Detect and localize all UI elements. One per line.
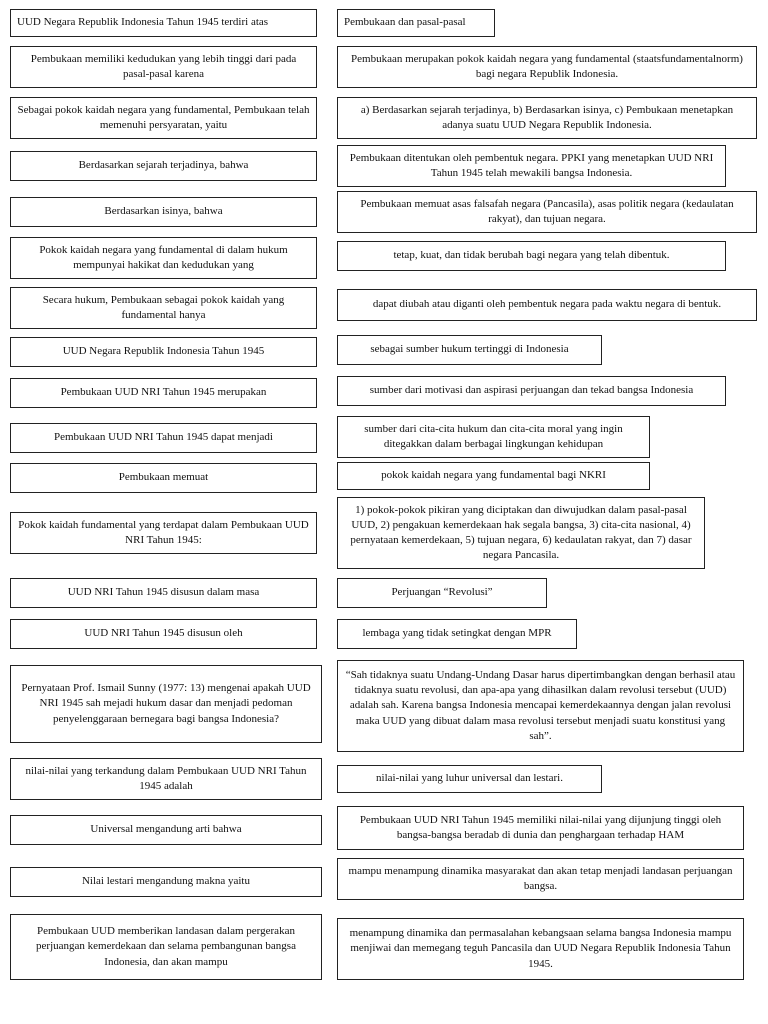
question-box xyxy=(10,665,322,743)
answer-text: Pembukaan UUD NRI Tahun 1945 memiliki nilai-nilai yang dijunjung tinggi oleh bangsa-bangsa beradab di dunia dan penghargaan terhadap HAM xyxy=(359,813,722,841)
answer-text: dapat diubah atau diganti oleh pembentuk negara pada waktu negara di bentuk. xyxy=(372,298,722,311)
answer-text: “Sah tidaknya suatu Undang-Undang Dasar harus dipertimbangkan dengan berhasil atau tidaknya suatu revolusi, dan apa-apa yang dihasilkan dalam revolusi tersebut (UUD) adalah sah. Karena bangsa Indonesia mencapai kemerdekaannya dengan jalan revolusi maka UUD yang dibuat dalam masa revolusi tersebut menjadi suatu konstitusi yang sah”. xyxy=(345,669,736,742)
answer-text: Pembukaan ditentukan oleh pembentuk negara. PPKI yang menetapkan UUD NRI Tahun 1945 telah mewakili bangsa Indonesia. xyxy=(349,151,714,179)
question-box xyxy=(10,815,322,845)
question-text: nilai-nilai yang terkandung dalam Pembukaan UUD NRI Tahun 1945 adalah xyxy=(25,764,307,792)
question-box xyxy=(10,463,317,493)
question-text: Secara hukum, Pembukaan sebagai pokok kaidah yang fundamental hanya xyxy=(42,293,285,321)
answer-box xyxy=(337,578,547,608)
question-box xyxy=(10,9,317,37)
question-text: Pernyataan Prof. Ismail Sunny (1977: 13) mengenai apakah UUD NRI 1945 sah mejadi hukum dasar dan menjadi pedoman penyelenggaraan bernegara bagi bangsa Indonesia? xyxy=(21,682,311,725)
question-box xyxy=(10,423,317,453)
question-text: Pembukaan UUD memberikan landasan dalam pergerakan perjuangan kemerdekaan dan selama pembangunan bangsa Indonesia, dan akan mampu xyxy=(36,925,296,968)
question-box xyxy=(10,867,322,897)
question-text: UUD NRI Tahun 1945 disusun oleh xyxy=(84,627,243,640)
question-text: Berdasarkan sejarah terjadinya, bahwa xyxy=(78,159,249,172)
question-text: UUD Negara Republik Indonesia Tahun 1945 xyxy=(62,345,265,358)
answer-box xyxy=(337,241,726,271)
answer-text: menampung dinamika dan permasalahan kebangsaan selama bangsa Indonesia mampu menjiwai dan memegang teguh Pancasila dan UUD Negara Republik Indonesia Tahun 1945. xyxy=(349,927,732,970)
answer-box xyxy=(337,97,757,139)
question-box xyxy=(10,337,317,367)
answer-text: mampu menampung dinamika masyarakat dan akan tetap menjadi landasan perjuangan bangsa. xyxy=(348,864,733,892)
question-text: Pembukaan memiliki kedudukan yang lebih tinggi dari pada pasal-pasal karena xyxy=(30,52,297,80)
answer-text: nilai-nilai yang luhur universal dan lestari. xyxy=(376,772,563,785)
answer-box xyxy=(337,858,744,900)
answer-text: a) Berdasarkan sejarah terjadinya, b) Berdasarkan isinya, c) Pembukaan menetapkan adanya suatu UUD Negara Republik Indonesia. xyxy=(360,103,734,131)
answer-box xyxy=(337,462,650,490)
answer-box xyxy=(337,806,744,850)
answer-box xyxy=(337,416,650,458)
question-text: Pokok kaidah negara yang fundamental di dalam hukum mempunyai hakikat dan kedudukan yang xyxy=(39,243,288,271)
answer-box xyxy=(337,46,757,88)
question-box xyxy=(10,578,317,608)
question-box xyxy=(10,237,317,279)
answer-box xyxy=(337,660,744,752)
question-text: Pembukaan UUD NRI Tahun 1945 dapat menjadi xyxy=(54,431,273,444)
question-text: Sebagai pokok kaidah negara yang fundamental, Pembukaan telah memenuhi persyaratan, yaitu xyxy=(17,103,310,131)
question-text: Berdasarkan isinya, bahwa xyxy=(104,205,223,218)
answer-box xyxy=(337,619,577,649)
question-text: UUD Negara Republik Indonesia Tahun 1945 terdiri atas xyxy=(17,16,269,29)
answer-text: Pembukaan merupakan pokok kaidah negara yang fundamental (staatsfundamentalnorm) bagi negara Republik Indonesia. xyxy=(351,52,743,80)
question-box xyxy=(10,512,317,554)
question-box xyxy=(10,758,322,800)
answer-text: Perjuangan “Revolusi” xyxy=(391,586,493,599)
question-box xyxy=(10,378,317,408)
answer-text: pokok kaidah negara yang fundamental bagi NKRI xyxy=(381,469,606,482)
question-box xyxy=(10,46,317,88)
answer-text: tetap, kuat, dan tidak berubah bagi negara yang telah dibentuk. xyxy=(393,249,670,262)
question-box xyxy=(10,197,317,227)
question-text: UUD NRI Tahun 1945 disusun dalam masa xyxy=(67,586,260,599)
question-box xyxy=(10,619,317,649)
question-text: Pokok kaidah fundamental yang terdapat dalam Pembukaan UUD NRI Tahun 1945: xyxy=(18,518,309,546)
question-text: Pembukaan memuat xyxy=(118,471,209,484)
question-box xyxy=(10,97,317,139)
answer-box xyxy=(337,765,602,793)
answer-box xyxy=(337,289,757,321)
answer-text: Pembukaan dan pasal-pasal xyxy=(344,16,466,29)
question-text: Universal mengandung arti bahwa xyxy=(90,823,242,836)
answer-text: sumber dari motivasi dan aspirasi perjuangan dan tekad bangsa Indonesia xyxy=(369,384,694,397)
answer-box xyxy=(337,9,495,37)
answer-box xyxy=(337,497,705,569)
answer-box xyxy=(337,335,602,365)
question-text: Pembukaan UUD NRI Tahun 1945 merupakan xyxy=(60,386,267,399)
question-box xyxy=(10,151,317,181)
answer-box xyxy=(337,191,757,233)
answer-box xyxy=(337,918,744,980)
question-text: Nilai lestari mengandung makna yaitu xyxy=(81,875,250,888)
answer-text: 1) pokok-pokok pikiran yang diciptakan dan diwujudkan dalam pasal-pasal UUD, 2) pengakuan kemerdekaan hak segala bangsa, 3) cita-cita nasional, 4) pernyataan kemerdekaan, 5) tujuan negara, 6) kedaulatan rakyat, dan 7) dasar negara Pancasila. xyxy=(350,503,692,562)
answer-text: sebagai sumber hukum tertinggi di Indonesia xyxy=(370,343,569,356)
question-box xyxy=(10,914,322,980)
answer-text: sumber dari cita-cita hukum dan cita-cita moral yang ingin ditegakkan dalam berbagai lingkungan kehidupan xyxy=(364,422,623,450)
answer-box xyxy=(337,376,726,406)
question-box xyxy=(10,287,317,329)
answer-text: Pembukaan memuat asas falsafah negara (Pancasila), asas politik negara (kedaulatan rakyat), dan tujuan negara. xyxy=(360,197,734,225)
answer-text: lembaga yang tidak setingkat dengan MPR xyxy=(362,627,552,640)
answer-box xyxy=(337,145,726,187)
